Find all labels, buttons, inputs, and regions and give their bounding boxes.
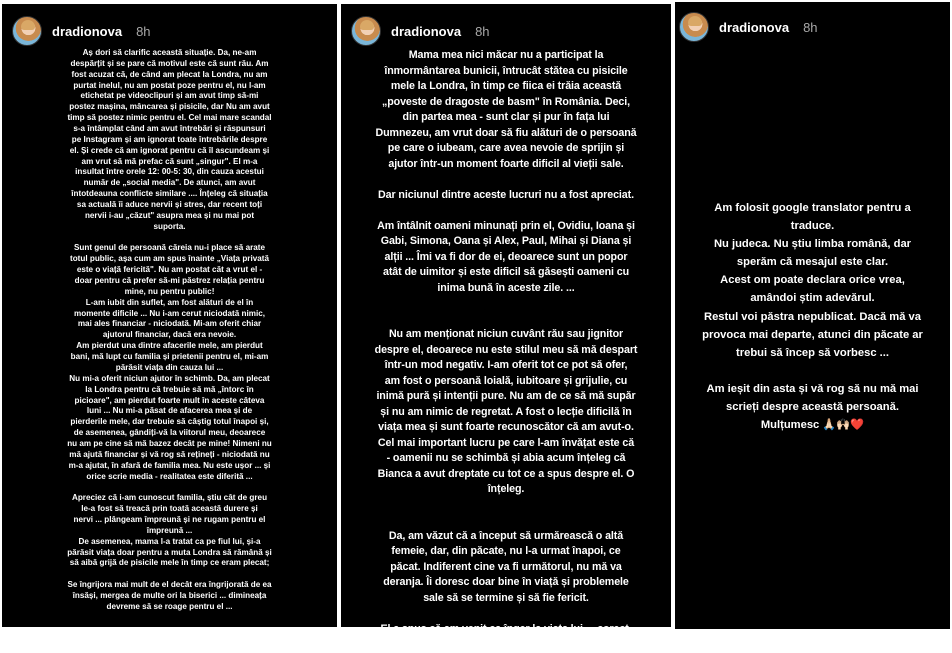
avatar[interactable] [679, 12, 709, 42]
username[interactable]: dradionova [52, 23, 123, 39]
story-panel-2[interactable] [341, 4, 671, 650]
story-header [351, 16, 490, 46]
story-header [12, 16, 151, 46]
avatar[interactable] [351, 16, 381, 46]
post-time: 8h [136, 23, 151, 39]
post-time: 8h [803, 19, 818, 35]
story-text: Aș dori să clarific această situație. Da, ne-am despărțit și se pare că motivul este că sunt rău. Am fost acuzat că, de când am plecat la Londra, nu am purtat inelul, nu am postat poze pentru el, nu l-am etichetat pe videoclipuri și am avut timp să-mi postez mașina, mâncarea și pisicile, dar Nu am avut timp să postez nimic pentru el. Cel mai mare scandal s-a întâmplat când am avut întrebări și răspunsuri pe Instagram și am ignorat toate întrebările despre el. Și crede că am ignorat pentru că îl ascundeam și am vrut să mă prefac că sunt „singur". El m-a insultat între orele 12: 00-5: 30, din cauza acestui număr de „social media". De atunci, am avut întotdeauna conflicte similare .... Înțeleg că situația sa actuală îi aduce nervii și stres, dar recent toți nervii i-au „căzut" asupra mea și nu mai pot suporta. Sunt genul de persoană căreia nu-i place să arate totul public, așa cum am spus înainte „Viața privată este o viață fericită". Nu am postat căt a vrut el - doar pentru că prefer să-mi păstrez relația pentru mine, nu pentru public! L-am iubit din suflet, am fost alături de el în momente dificile ... Nu i-am cerut niciodată nimic, mai ales financiar - niciodată. Mi-am oferit chiar ajutorul financiar, dacă era nevoie. Am pierdut una dintre afacerile mele, am pierdut bani, mă lupt cu familia și prietenii pentru el, mi-am părăsit viața din cauza lui ... Nu mi-a oferit niciun ajutor în schimb. Da, am plecat la Londra pentru că trebuie să mă „întorc în picioare", am pierdut foarte mult în aceste câteva luni ... Nu mi-a păsat de afacerea mea și de pierderile mele, dar trebuie să câștig totul înapoi și, de asemenea, gândiți-vă la viitorul meu, deoarece nu am pe cine să mă bazez decât pe mine! Nimeni nu mă ajută financiar și vă rog să rețineți - niciodată nu m-a ajutat, în afară de familia mea. Nu este ușor ... și orice scrie media - realitatea este diferită ... Apreciez că i-am cunoscut familia, știu cât de greu le-a fost să treacă prin toată această durere și nervi ... plângeam împreună și ne rugam pentru el împreună ... De asemenea, mama l-a tratat ca pe fiul lui, și-a părăsit viața doar pentru a muta Londra să rămână și să aibă grijă de pisicile mele în timp ce eram plecat; Se îngrijora mai mult de el decât era îngrijorată de ea însăși, mergea de multe ori la biserici ... dimineața devreme să se roage pentru el ... [67, 48, 272, 611]
story-panel-1[interactable] [2, 4, 337, 627]
story-header [679, 12, 818, 42]
story-text: Am folosit google translator pentru a traduce. Nu judeca. Nu știu limba română, dar sperăm că mesajul este clar. Acest om poate declara orice vrea, amândoi știm adevărul. Restul voi păstra nepublicat. Dacă mă va provoca mai departe, atunci din păcate ar trebui să încep să vorbesc ... Am ieșit din asta și vă rog să nu mă mai scrieți despre această persoană. Mulțumesc 🙏🏻🙌🏻❤️ [702, 202, 923, 432]
story-text: Mama mea nici măcar nu a participat la înmormântarea bunicii, întrucât stătea cu pisicile mele la Londra, în timp ce fiica ei trăia această „poveste de dragoste de basm" în România. Deci, din partea mea - sunt clar și pur în fața lui Dumnezeu, am vrut doar să fiu alături de o persoană pe care o iubeam, care avea nevoie de sprijin și ajutor într-un moment foarte dificil al vieții sale. Dar niciunul dintre aceste lucruri nu a fost apreciat. Am întâlnit oameni minunați prin el, Ovidiu, Ioana și Gabi, Simona, Oana și Alex, Paul, Mihai și Diana și alții ... Îmi va fi dor de ei, deoarece sunt un popor atât de uimitor și este dificil să găsești oameni cu inima bună în aceste zile. ... Nu am menționat niciun cuvânt rău sau jignitor despre el, deoarece nu este stilul meu să mă despart într-un mod negativ. I-am oferit tot ce pot să ofer, am fost o persoană loială, iubitoare și grijulie, cu inimă pură și intenții pure. Nu am de ce să mă supăr și nu am nimic de regretat. A fost o lecție dificilă în viața mea și sunt foarte recunoscător că am avut-o. Cel mai important lucru pe care l-am învățat este că - oamenii nu se schimbă și abia acum înțeleg că Bianca a avut dreptate cu tot ce a spus despre el. O înțeleg. Da, am văzut că a început să urmărească o altă femeie, dar, din păcate, nu l-a urmat înapoi, ce păcat. Indiferent cine va fi următorul, nu mă va deranja. Îi doresc doar bine în viață și problemele sale să se termine și să fie fericit. El a spus că am venit ca înger la viața lui ... corect, dar îngerii nu trăiesc în iad, de aceea am plecat. [374, 49, 638, 650]
avatar[interactable] [12, 16, 42, 46]
username[interactable]: dradionova [719, 19, 790, 35]
username[interactable]: dradionova [391, 23, 462, 39]
story-panel-3[interactable] [675, 2, 950, 629]
post-time: 8h [475, 23, 490, 39]
